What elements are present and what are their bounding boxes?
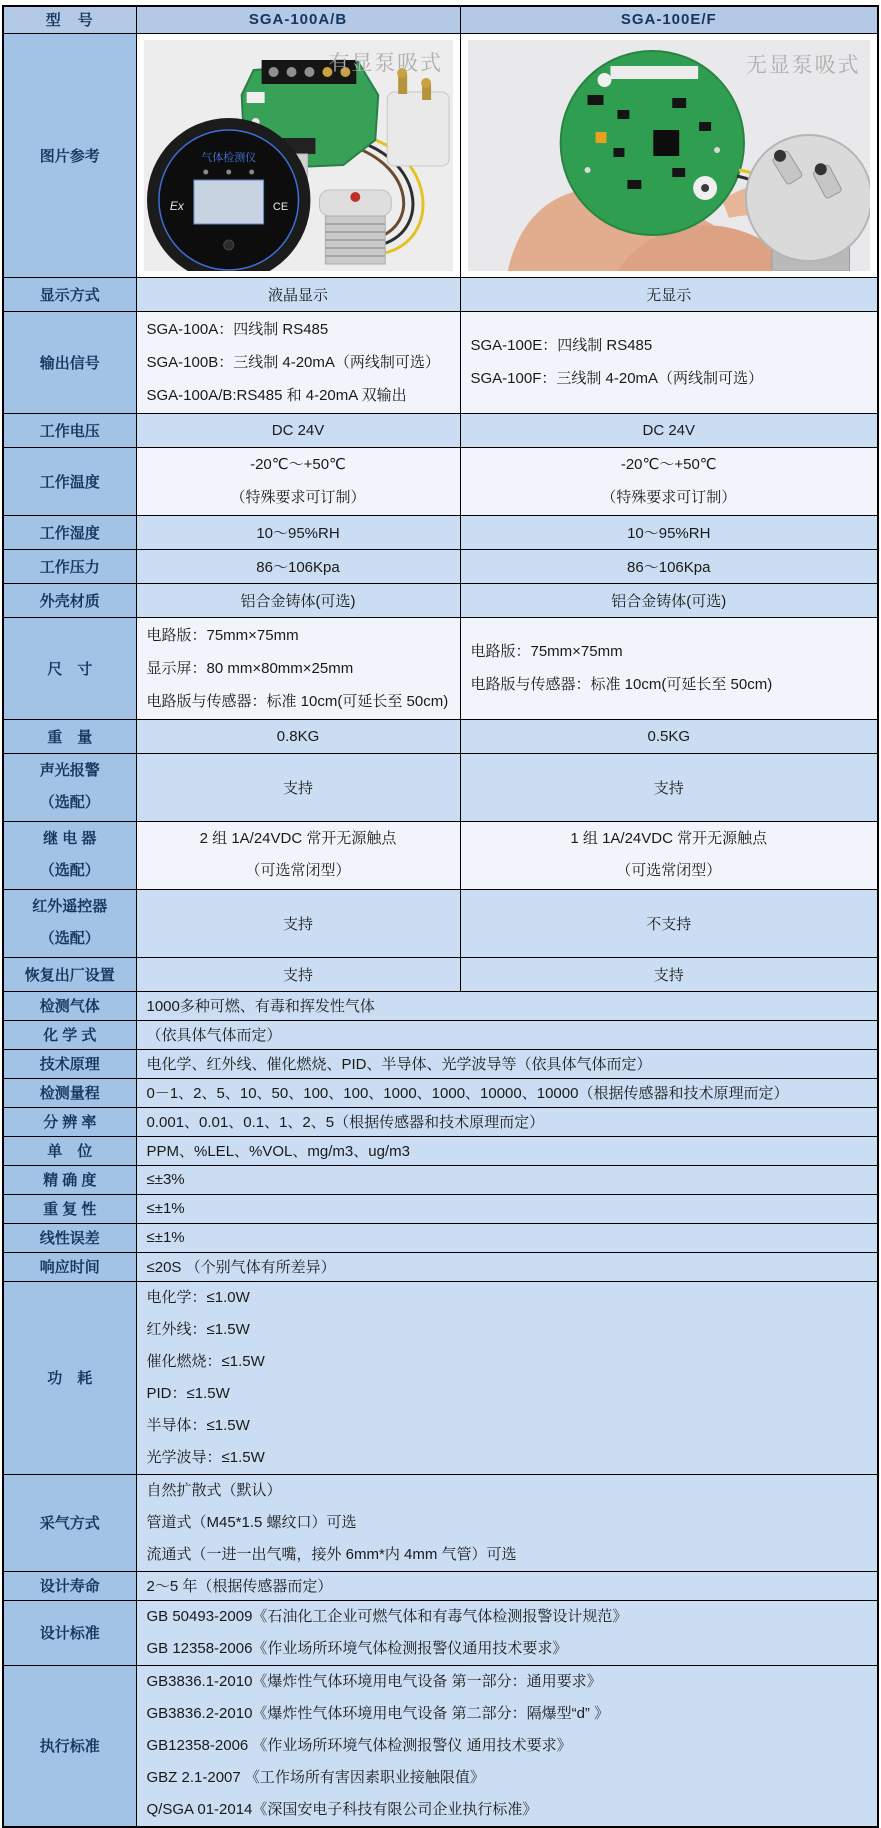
watermark-text-b: 无显泵吸式 — [745, 53, 861, 77]
label-lifespan: 设计寿命 — [3, 1571, 136, 1600]
cell-repeatability: ≤±1% — [136, 1194, 878, 1223]
cell-factory-reset-b: 支持 — [460, 957, 878, 991]
output-a-line1: SGA-100A：四线制 RS485 — [146, 320, 329, 338]
cell-housing-b: 铝合金铸体(可选) — [460, 583, 878, 617]
row-principle — [3, 1049, 878, 1078]
remote-label-line1: 红外遥控器 — [32, 898, 108, 915]
row-humidity — [3, 515, 878, 549]
label-response: 响应时间 — [3, 1252, 136, 1281]
label-sampling: 采气方式 — [3, 1474, 136, 1571]
cell-range: 0－1、2、5、10、50、100、100、1000、1000、10000、10000（根据传感器和技术原理而定） — [136, 1078, 878, 1107]
output-b-line1: SGA-100E：四线制 RS485 — [470, 337, 653, 354]
label-repeatability: 重 复 性 — [3, 1194, 136, 1223]
row-formula — [3, 1020, 878, 1049]
row-repeatability — [3, 1194, 878, 1223]
exec-std-line2: GB3836.2-2010《爆炸性气体环境用电气设备 第二部分：隔爆型“d” 》 — [146, 1704, 610, 1722]
exec-std-line3: GB12358-2006 《作业场所环境气体检测报警仪 通用技术要求》 — [146, 1736, 572, 1754]
label-gases: 检测气体 — [3, 991, 136, 1020]
cell-temperature-a — [136, 447, 460, 515]
photo-cell-a — [136, 33, 460, 277]
cell-voltage-a: DC 24V — [136, 413, 460, 447]
temperature-b-line1: -20℃～+50℃ — [620, 456, 717, 473]
detector-ce-mark: CE — [272, 200, 288, 213]
label-linearity: 线性误差 — [3, 1223, 136, 1252]
header-row — [3, 6, 878, 33]
temperature-a-line1: -20℃～+50℃ — [250, 456, 346, 473]
remote-label-line2: （选配） — [39, 930, 100, 947]
label-humidity: 工作湿度 — [3, 515, 136, 549]
cell-dimensions-a — [136, 617, 460, 719]
cell-alarm-b: 支持 — [460, 753, 878, 821]
product-photo-b — [468, 40, 871, 271]
relay-b-line2: （可选常闭型） — [616, 862, 722, 879]
sampling-line1: 自然扩散式（默认） — [146, 1481, 282, 1499]
detector-ex-mark: Ex — [169, 198, 184, 213]
cell-temperature-b — [460, 447, 878, 515]
cell-remote-b: 不支持 — [460, 889, 878, 957]
power-line4: PID：≤1.5W — [146, 1384, 230, 1402]
power-line6: 光学波导：≤1.5W — [146, 1448, 265, 1466]
cell-dimensions-b — [460, 617, 878, 719]
row-accuracy — [3, 1165, 878, 1194]
cell-power — [136, 1281, 878, 1474]
label-dimensions: 尺 寸 — [3, 617, 136, 719]
cell-unit: PPM、%LEL、%VOL、mg/m3、ug/m3 — [136, 1136, 878, 1165]
label-display: 显示方式 — [3, 277, 136, 311]
cell-linearity: ≤±1% — [136, 1223, 878, 1252]
cell-exec-std — [136, 1665, 878, 1827]
output-a-line3: SGA-100A/B:RS485 和 4-20mA 双输出 — [146, 386, 407, 404]
relay-label-line2: （选配） — [39, 862, 100, 879]
output-a-line2: SGA-100B：三线制 4-20mA（两线制可选） — [146, 353, 440, 371]
row-unit — [3, 1136, 878, 1165]
row-lifespan — [3, 1571, 878, 1600]
cell-design-std — [136, 1600, 878, 1665]
exec-std-line5: Q/SGA 01-2014《深国安电子科技有限公司企业执行标准》 — [146, 1800, 538, 1818]
label-output: 输出信号 — [3, 311, 136, 413]
row-relay — [3, 821, 878, 889]
row-range — [3, 1078, 878, 1107]
row-dimensions — [3, 617, 878, 719]
label-housing: 外壳材质 — [3, 583, 136, 617]
cell-housing-a: 铝合金铸体(可选) — [136, 583, 460, 617]
row-gases — [3, 991, 878, 1020]
cell-relay-b — [460, 821, 878, 889]
row-exec-std — [3, 1665, 878, 1827]
cell-resolution: 0.001、0.01、0.1、1、2、5（根据传感器和技术原理而定） — [136, 1107, 878, 1136]
photo-cell-b — [460, 33, 878, 277]
sampling-line3: 流通式（一进一出气嘴，接外 6mm*内 4mm 气管）可选 — [146, 1545, 517, 1563]
design-std-line2: GB 12358-2006《作业场所环境气体检测报警仪通用技术要求》 — [146, 1639, 568, 1657]
power-line5: 半导体：≤1.5W — [146, 1416, 250, 1434]
label-weight: 重 量 — [3, 719, 136, 753]
row-pressure — [3, 549, 878, 583]
power-line3: 催化燃烧：≤1.5W — [146, 1352, 265, 1370]
watermark-text-a: 有显泵吸式 — [327, 51, 443, 75]
alarm-label-line2: （选配） — [39, 794, 100, 811]
detector-brand-text: 气体检测仪 — [200, 151, 256, 164]
label-alarm — [3, 753, 136, 821]
photo-row-label: 图片参考 — [3, 33, 136, 277]
cell-output-a — [136, 311, 460, 413]
exec-std-line1: GB3836.1-2010《爆炸性气体环境用电气设备 第一部分：通用要求》 — [146, 1672, 602, 1690]
pcb-board-icon-b — [560, 51, 743, 235]
exec-std-line4: GBZ 2.1-2007 《工作场所有害因素职业接触限值》 — [146, 1768, 485, 1786]
cell-accuracy: ≤±3% — [136, 1165, 878, 1194]
label-temperature: 工作温度 — [3, 447, 136, 515]
row-display — [3, 277, 878, 311]
temperature-b-line2: （特殊要求可订制） — [601, 489, 737, 506]
model-b-header: SGA-100E/F — [460, 6, 878, 33]
label-factory-reset: 恢复出厂设置 — [3, 957, 136, 991]
cell-output-b — [460, 311, 878, 413]
cell-response: ≤20S （个别气体有所差异） — [136, 1252, 878, 1281]
label-accuracy: 精 确 度 — [3, 1165, 136, 1194]
label-principle: 技术原理 — [3, 1049, 136, 1078]
cell-humidity-b: 10～95%RH — [460, 515, 878, 549]
model-a-header: SGA-100A/B — [136, 6, 460, 33]
cell-formula: （依具体气体而定） — [136, 1020, 878, 1049]
model-header-label: 型 号 — [3, 6, 136, 33]
cell-lifespan: 2～5 年（根据传感器而定） — [136, 1571, 878, 1600]
row-weight — [3, 719, 878, 753]
alarm-label-line1: 声光报警 — [39, 762, 100, 779]
cell-voltage-b: DC 24V — [460, 413, 878, 447]
label-design-std: 设计标准 — [3, 1600, 136, 1665]
label-pressure: 工作压力 — [3, 549, 136, 583]
power-line1: 电化学：≤1.0W — [146, 1288, 250, 1306]
output-b-line2: SGA-100F：三线制 4-20mA（两线制可选） — [470, 370, 764, 387]
cell-weight-a: 0.8KG — [136, 719, 460, 753]
cell-pressure-a: 86～106Kpa — [136, 549, 460, 583]
row-temperature — [3, 447, 878, 515]
dimensions-a-line2: 显示屏：80 mm×80mm×25mm — [146, 659, 354, 677]
cell-principle: 电化学、红外线、催化燃烧、PID、半导体、光学波导等（依具体气体而定） — [136, 1049, 878, 1078]
sampling-line2: 管道式（M45*1.5 螺纹口）可选 — [146, 1513, 357, 1531]
design-std-line1: GB 50493-2009《石油化工企业可燃气体和有毒气体检测报警设计规范》 — [146, 1607, 628, 1625]
row-response — [3, 1252, 878, 1281]
cell-sampling — [136, 1474, 878, 1571]
cell-pressure-b: 86～106Kpa — [460, 549, 878, 583]
sensor-cylinder-icon — [319, 190, 391, 264]
cell-humidity-a: 10～95%RH — [136, 515, 460, 549]
row-voltage — [3, 413, 878, 447]
cell-relay-a — [136, 821, 460, 889]
cell-alarm-a: 支持 — [136, 753, 460, 821]
product-photo-b-illustration — [468, 40, 871, 271]
power-line2: 红外线：≤1.5W — [146, 1320, 250, 1338]
label-remote — [3, 889, 136, 957]
label-power: 功 耗 — [3, 1281, 136, 1474]
photo-row — [3, 33, 878, 277]
label-relay — [3, 821, 136, 889]
label-unit: 单 位 — [3, 1136, 136, 1165]
cell-remote-a: 支持 — [136, 889, 460, 957]
dimensions-b-line1: 电路版：75mm×75mm — [470, 643, 623, 660]
row-sampling — [3, 1474, 878, 1571]
label-exec-std: 执行标准 — [3, 1665, 136, 1827]
row-power — [3, 1281, 878, 1474]
relay-a-line2: （可选常闭型） — [245, 862, 351, 879]
label-formula: 化 学 式 — [3, 1020, 136, 1049]
spec-table — [2, 5, 879, 1828]
row-output — [3, 311, 878, 413]
cell-weight-b: 0.5KG — [460, 719, 878, 753]
row-housing — [3, 583, 878, 617]
cell-display-a: 液晶显示 — [136, 277, 460, 311]
relay-label-line1: 继 电 器 — [43, 830, 97, 847]
label-voltage: 工作电压 — [3, 413, 136, 447]
row-design-std — [3, 1600, 878, 1665]
dimensions-b-line2: 电路版与传感器：标准 10cm(可延长至 50cm) — [470, 676, 773, 693]
relay-b-line1: 1 组 1A/24VDC 常开无源触点 — [570, 830, 768, 847]
label-range: 检测量程 — [3, 1078, 136, 1107]
row-remote — [3, 889, 878, 957]
product-photo-a — [144, 40, 453, 271]
row-resolution — [3, 1107, 878, 1136]
row-alarm — [3, 753, 878, 821]
product-photo-a-illustration — [144, 40, 453, 271]
label-resolution: 分 辨 率 — [3, 1107, 136, 1136]
row-factory-reset — [3, 957, 878, 991]
cell-gases: 1000多种可燃、有毒和挥发性气体 — [136, 991, 878, 1020]
relay-a-line1: 2 组 1A/24VDC 常开无源触点 — [199, 830, 397, 847]
dimensions-a-line1: 电路版：75mm×75mm — [146, 626, 299, 644]
row-linearity — [3, 1223, 878, 1252]
cell-display-b: 无显示 — [460, 277, 878, 311]
dimensions-a-line3: 电路版与传感器：标准 10cm(可延长至 50cm) — [146, 692, 449, 710]
temperature-a-line2: （特殊要求可订制） — [230, 489, 366, 506]
cell-factory-reset-a: 支持 — [136, 957, 460, 991]
